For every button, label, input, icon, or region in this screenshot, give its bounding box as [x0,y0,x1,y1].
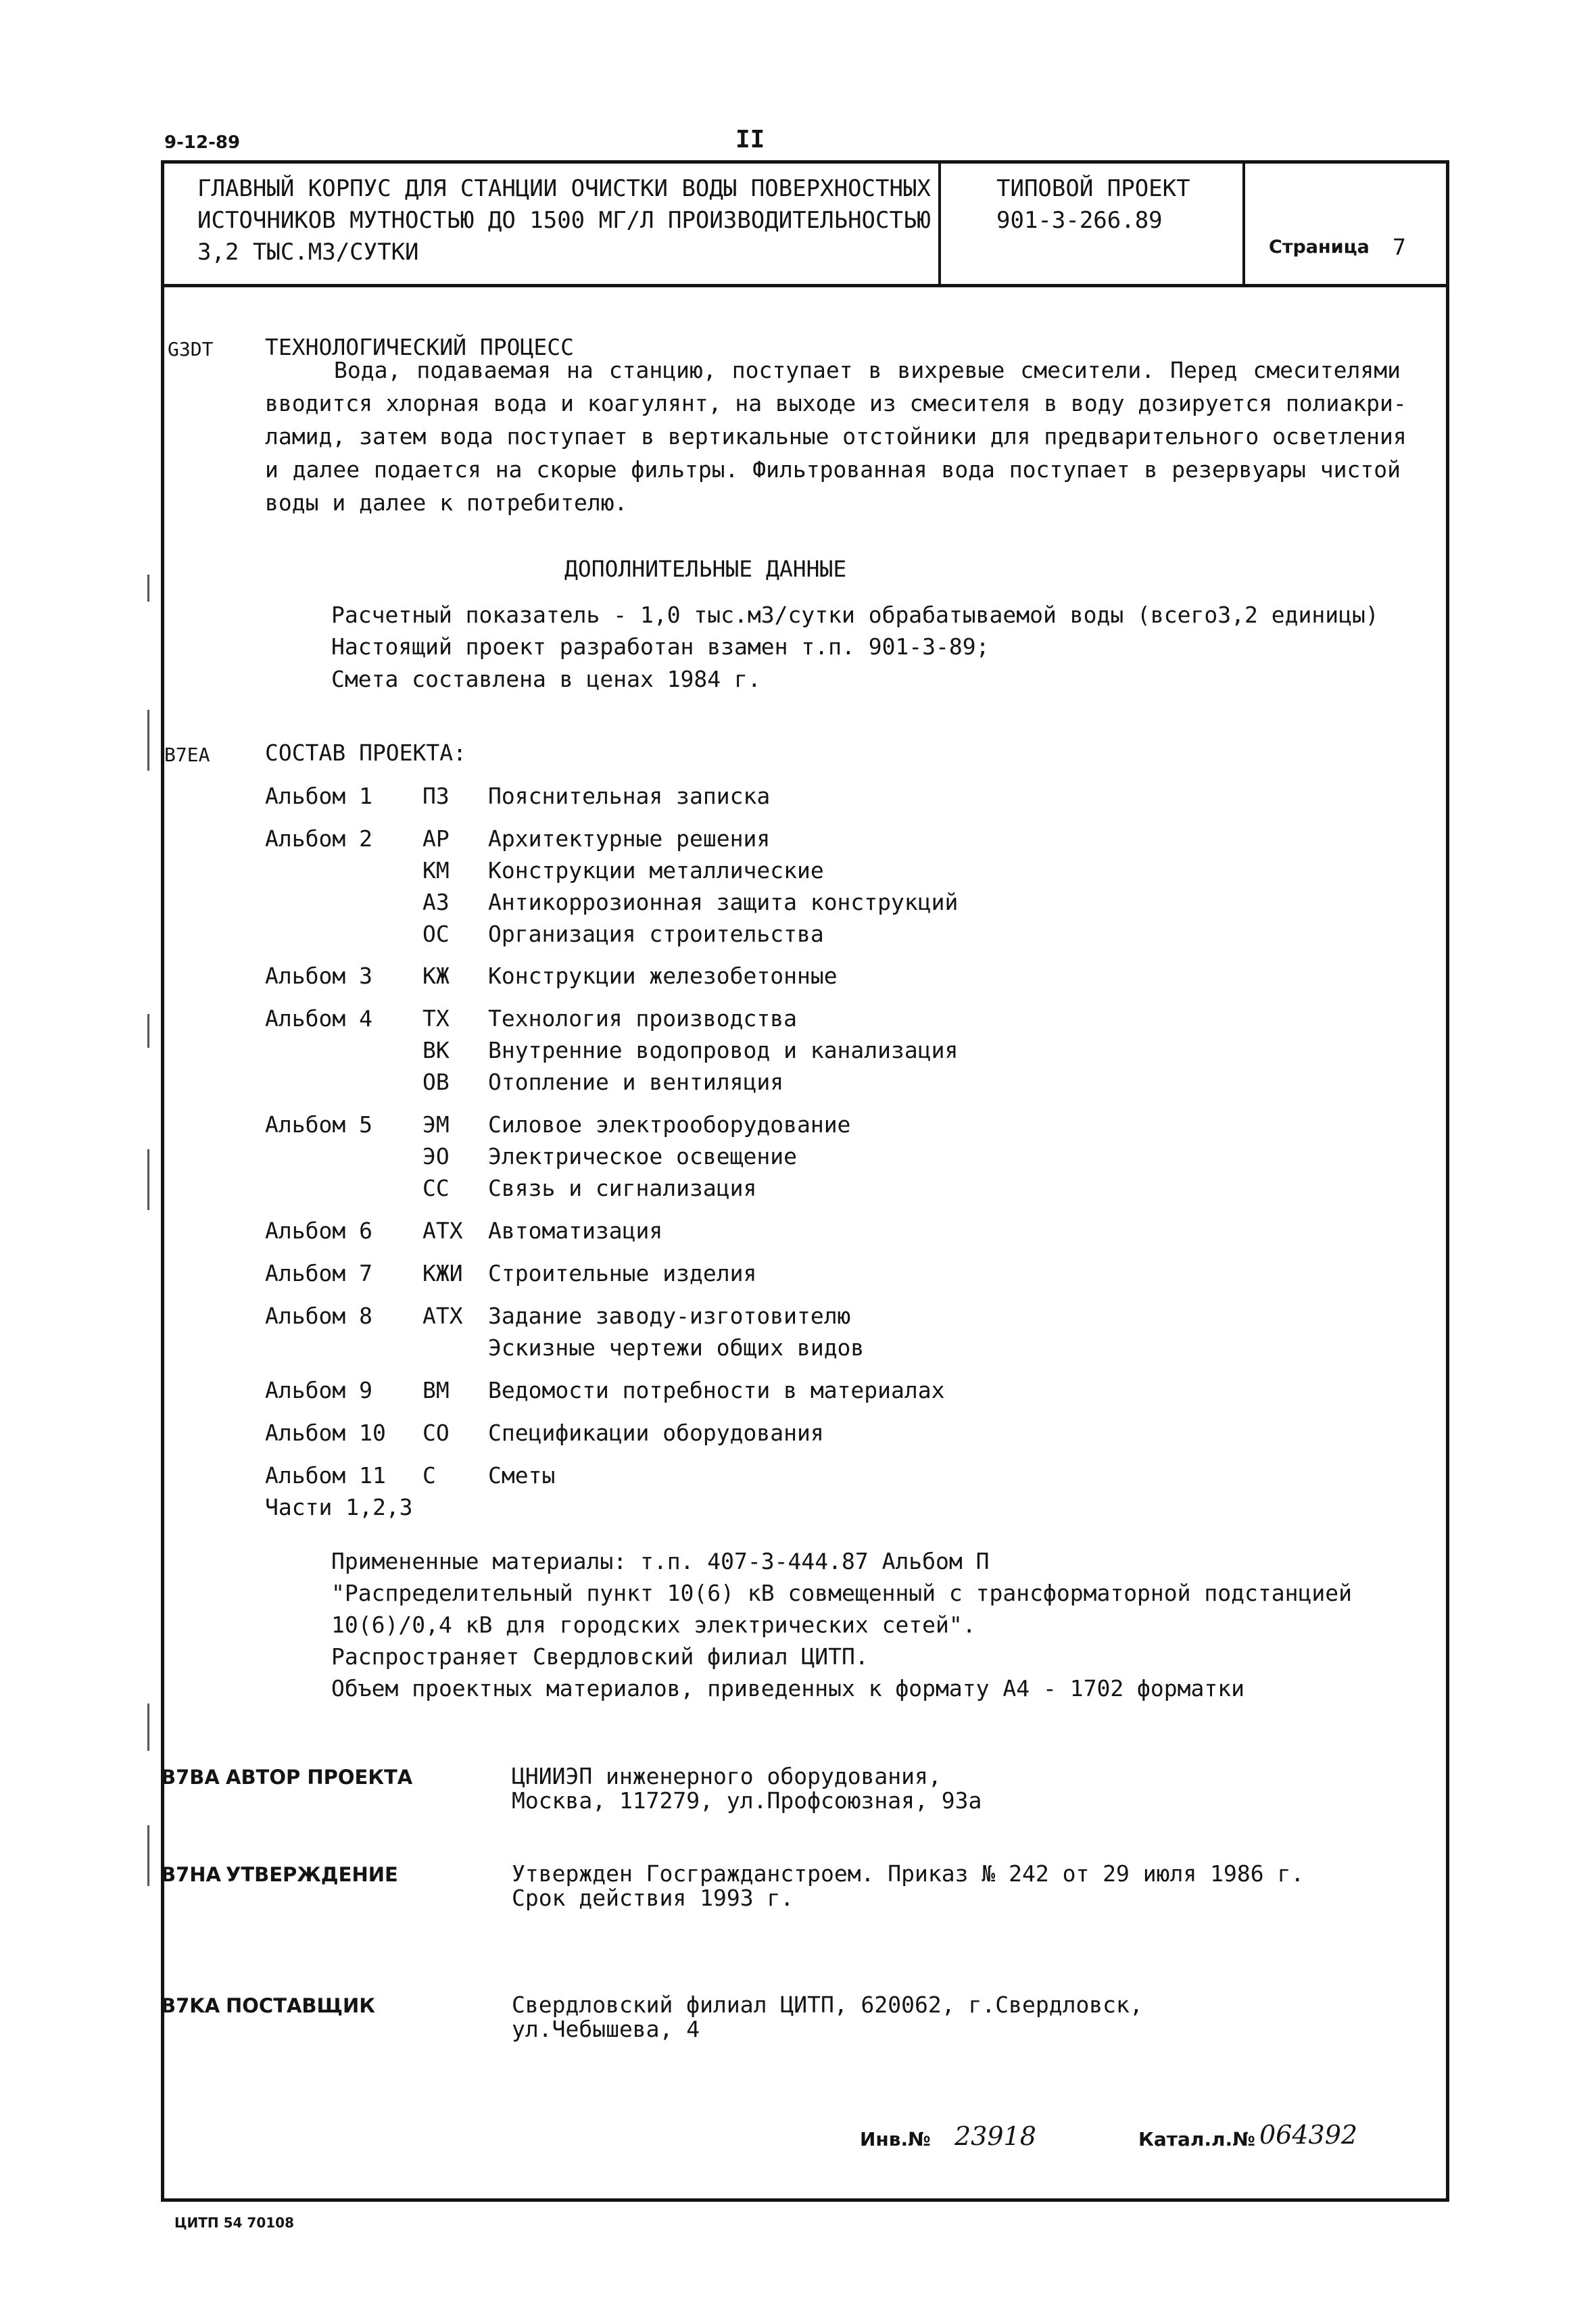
album-label: Альбом 2 [265,825,372,852]
inventory-value: 23918 [954,2121,1036,2151]
binding-edge-mark [147,1014,149,1048]
album-label: Альбом 11 [265,1462,386,1489]
album-code: СО [422,1420,450,1446]
album-label: Альбом 4 [265,1005,372,1032]
approval-line: Утвержден Госгражданстроем. Приказ № 242 от 29 июля 1986 г. [512,1860,1305,1887]
approval-code: B7HA [161,1863,221,1886]
album-desc: Ведомости потребности в материалах [488,1377,945,1403]
author-line: ЦНИИЭП инженерного оборудования, [512,1763,942,1789]
header-title-line: ИСТОЧНИКОВ МУТНОСТЬЮ ДО 1500 МГ/Л ПРОИЗВОДИТЕЛЬНОСТЬЮ [197,207,931,234]
album-code: КЖ [422,963,450,989]
album-code: ВК [422,1037,450,1063]
album-code: ВМ [422,1377,450,1403]
binding-edge-mark [147,710,149,771]
approval-label: УТВЕРЖДЕНИЕ [226,1863,398,1886]
catalog-value: 064392 [1259,2120,1358,2150]
catalog-label: Катал.л.№ [1138,2128,1255,2150]
materials-line: Примененные материалы: т.п. 407-3-444.87 Альбом П [331,1548,990,1574]
header-vline-2 [1242,160,1245,287]
print-code: ЦИТП 54 70108 [174,2215,295,2231]
album-desc: Внутренние водопровод и канализация [488,1037,959,1063]
album-code: ПЗ [422,783,450,809]
album-code: АТХ [422,1303,463,1329]
author-label: АВТОР ПРОЕКТА [226,1766,413,1789]
album-label: Альбом 6 [265,1217,372,1244]
additional-line: Смета составлена в ценах 1984 г. [331,666,761,692]
album-code: СС [422,1175,450,1201]
author-code: B7BA [161,1766,220,1789]
album-code: ТХ [422,1005,450,1032]
album-code: АЗ [422,889,450,915]
inventory-label: Инв.№ [860,2128,931,2150]
page-number-top: II [735,126,765,153]
album-code: АР [422,825,450,852]
header-title-line: ГЛАВНЫЙ КОРПУС ДЛЯ СТАНЦИИ ОЧИСТКИ ВОДЫ ПОВЕРХНОСТНЫХ [197,175,931,202]
album-code: ЭМ [422,1111,450,1138]
composition-code: B7EA [164,744,210,766]
album-label: Альбом 8 [265,1303,372,1329]
album-desc: Задание заводу-изготовителю [488,1303,851,1329]
page-value: 7 [1393,234,1406,260]
process-title: ТЕХНОЛОГИЧЕСКИЙ ПРОЦЕСС [265,334,574,360]
project-number: 901-3-266.89 [996,207,1163,234]
additional-line: Настоящий проект разработан взамен т.п. 901-3-89; [331,633,990,660]
album-desc: Сметы [488,1462,556,1489]
materials-line: Объем проектных материалов, приведенных к формату А4 - 1702 форматки [331,1675,1245,1702]
album-desc: Технология производства [488,1005,797,1032]
supplier-label: ПОСТАВЩИК [226,1994,375,2017]
album-label: Альбом 9 [265,1377,372,1403]
album-desc: Электрическое освещение [488,1143,797,1169]
album-code: КМ [422,857,450,884]
parts-note: Части 1,2,3 [265,1494,413,1520]
album-code: ОС [422,921,450,947]
album-label: Альбом 1 [265,783,372,809]
header-title-line: 3,2 ТЫС.М3/СУТКИ [197,239,419,266]
process-line: ламид, затем вода поступает в вертикальные отстойники для предварительного осветления [265,423,1407,450]
album-desc: Строительные изделия [488,1260,757,1286]
process-text [265,354,1407,519]
supplier-line: ул.Чебышева, 4 [512,2016,700,2042]
album-desc: Эскизные чертежи общих видов [488,1334,865,1361]
header-divider [161,284,1449,287]
album-label: Альбом 7 [265,1260,372,1286]
album-desc: Силовое электрооборудование [488,1111,851,1138]
header-vline-1 [938,160,941,287]
supplier-line: Свердловский филиал ЦИТП, 620062, г.Свердловск, [512,1992,1143,2018]
additional-title: ДОПОЛНИТЕЛЬНЫЕ ДАННЫЕ [564,556,847,582]
binding-edge-mark [147,1825,149,1886]
album-desc: Автоматизация [488,1217,663,1244]
album-code: ЭО [422,1143,450,1169]
materials-line: Распространяет Свердловский филиал ЦИТП. [331,1643,869,1670]
project-label: ТИПОВОЙ ПРОЕКТ [996,175,1190,202]
process-line: вводится хлорная вода и коагулянт, на выходе из смесителя в воду дозируется полиакри- [265,390,1407,416]
album-code: КЖИ [422,1260,463,1286]
album-code: АТХ [422,1217,463,1244]
process-line: воды и далее к потребителю. [265,489,628,516]
author-line: Москва, 117279, ул.Профсоюзная, 93а [512,1787,982,1814]
process-line: и далее подается на скорые фильтры. Фильтрованная вода поступает в резервуары чистой [265,456,1401,483]
album-label: Альбом 3 [265,963,372,989]
album-desc: Связь и сигнализация [488,1175,757,1201]
album-desc: Пояснительная записка [488,783,771,809]
supplier-code: B7KA [161,1994,220,2017]
materials-line: 10(6)/0,4 кВ для городских электрических сетей". [331,1612,976,1638]
header-title [197,173,931,268]
footer-divider [161,2198,1449,2202]
binding-edge-mark [147,575,149,602]
album-desc: Архитектурные решения [488,825,771,852]
additional-line: Расчетный показатель - 1,0 тыс.м3/сутки обрабатываемой воды (всего3,2 единицы) [331,602,1379,628]
album-desc: Конструкции железобетонные [488,963,838,989]
album-desc: Антикоррозионная защита конструкций [488,889,959,915]
page-date: 9-12-89 [164,132,241,153]
process-code: G3DT [168,338,214,360]
album-desc: Конструкции металлические [488,857,824,884]
binding-edge-mark [147,1149,149,1210]
binding-edge-mark [147,1704,149,1751]
composition-title: СОСТАВ ПРОЕКТА: [265,740,467,766]
album-code: С [422,1462,436,1489]
materials-line: "Распределительный пункт 10(6) кВ совмещенный с трансформаторной подстанцией [331,1580,1352,1606]
page-label: Страница [1269,237,1370,258]
album-desc: Отопление и вентиляция [488,1069,784,1095]
album-desc: Спецификации оборудования [488,1420,824,1446]
approval-line: Срок действия 1993 г. [512,1885,794,1911]
album-label: Альбом 5 [265,1111,372,1138]
album-desc: Организация строительства [488,921,824,947]
process-line: Вода, подаваемая на станцию, поступает в вихревые смесители. Перед смесителями [334,357,1401,383]
album-code: ОВ [422,1069,450,1095]
album-label: Альбом 10 [265,1420,386,1446]
